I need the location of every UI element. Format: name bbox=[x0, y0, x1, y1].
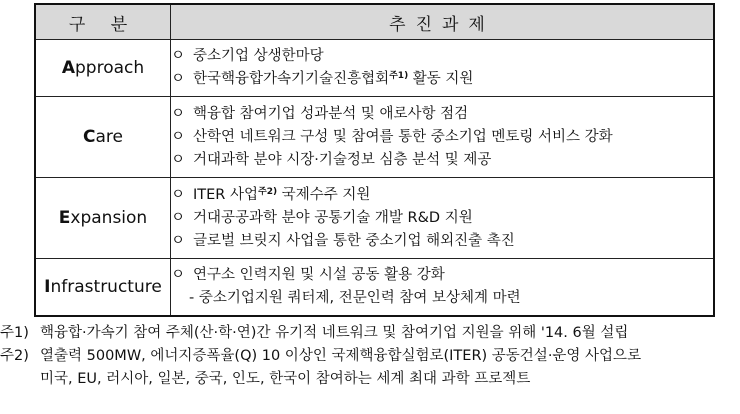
sub-item: - 중소기업지원 쿼터제, 전문인력 참여 보상체계 마련 bbox=[189, 290, 521, 306]
footnote-text: 열출력 500MW, 에너지증폭율(Q) 10 이상인 국제핵융합실험로(ITER) 공동건설·운영 사업으로 bbox=[40, 348, 642, 364]
category-initial: E bbox=[58, 208, 71, 228]
footnote-2 bbox=[0, 345, 740, 368]
item-text: ITER 사업 bbox=[193, 186, 258, 203]
header-tasks: 추진과제 bbox=[171, 4, 715, 40]
category-rest: are bbox=[95, 127, 123, 147]
item-text: 거대공공과학 분야 공통기술 개발 R&D 지원 bbox=[193, 209, 473, 226]
promotion-task-table bbox=[34, 3, 715, 317]
bullet: ㅇ bbox=[171, 151, 186, 168]
list-item bbox=[171, 45, 713, 68]
category-rest: xpansion bbox=[70, 208, 148, 228]
category-initial: I bbox=[44, 277, 51, 297]
table-row-infrastructure bbox=[35, 259, 714, 317]
item-text-after: 활동 지원 bbox=[408, 71, 474, 87]
bullet: ㅇ bbox=[171, 232, 186, 249]
category-cell bbox=[35, 97, 171, 178]
bullet: ㅇ bbox=[171, 186, 186, 203]
footnote-label: 주1) bbox=[0, 325, 29, 341]
item-text-after: 국제수주 지원 bbox=[277, 186, 371, 203]
bullet: ㅇ bbox=[171, 48, 186, 64]
task-list bbox=[171, 40, 715, 97]
bullet: ㅇ bbox=[171, 128, 186, 145]
list-item bbox=[171, 126, 713, 149]
footnote-label: 주2) bbox=[0, 348, 29, 364]
item-text: 중소기업 상생한마당 bbox=[193, 48, 324, 64]
item-text: 산학연 네트워크 구성 및 참여를 통한 중소기업 멘토링 서비스 강화 bbox=[193, 128, 613, 145]
category-rest: nfrastructure bbox=[50, 277, 162, 297]
header-category: 구 분 bbox=[35, 4, 171, 40]
list-item bbox=[171, 264, 713, 287]
footnote-ref: 주2) bbox=[258, 186, 278, 197]
task-list bbox=[171, 178, 715, 259]
bullet: ㅇ bbox=[171, 105, 186, 122]
task-list bbox=[171, 97, 715, 178]
list-item bbox=[171, 230, 713, 253]
footnote-ref: 주1) bbox=[389, 71, 409, 81]
list-item bbox=[171, 103, 713, 126]
table-row-expansion bbox=[35, 178, 714, 259]
item-text: 연구소 인력지원 및 시설 공동 활용 강화 bbox=[193, 267, 445, 283]
category-cell bbox=[35, 40, 171, 97]
category-initial: A bbox=[61, 58, 76, 78]
list-item bbox=[171, 68, 713, 91]
footnote-1 bbox=[0, 322, 740, 345]
table-row-approach bbox=[35, 40, 714, 97]
category-cell bbox=[35, 259, 171, 317]
item-text: 한국핵융합가속기기술진흥협회 bbox=[193, 71, 390, 87]
footnote-text: 핵융합·가속기 참여 주체(산·학·연)간 유기적 네트워크 및 참여기업 지원을 위해 '14. 6월 설립 bbox=[40, 325, 629, 341]
item-text: 글로벌 브릿지 사업을 통한 중소기업 해외진출 촉진 bbox=[193, 232, 515, 249]
task-list bbox=[171, 259, 715, 317]
bullet: ㅇ bbox=[171, 209, 186, 226]
category-rest: pproach bbox=[75, 58, 145, 78]
bullet: ㅇ bbox=[171, 71, 186, 87]
category-cell bbox=[35, 178, 171, 259]
category-initial: C bbox=[83, 127, 96, 147]
bullet: ㅇ bbox=[171, 267, 186, 283]
footnotes bbox=[0, 322, 740, 391]
footnote-2-continued: 미국, EU, 러시아, 일본, 중국, 인도, 한국이 참여하는 세계 최대 과학 프로젝트 bbox=[40, 371, 531, 387]
list-item bbox=[171, 149, 713, 172]
item-text: 거대과학 분야 시장·기술정보 심층 분석 및 제공 bbox=[193, 151, 492, 168]
table-header-row bbox=[35, 4, 714, 40]
list-item bbox=[171, 207, 713, 230]
table-row-care bbox=[35, 97, 714, 178]
list-item bbox=[171, 184, 713, 207]
item-text: 핵융합 참여기업 성과분석 및 애로사항 점검 bbox=[193, 105, 469, 122]
